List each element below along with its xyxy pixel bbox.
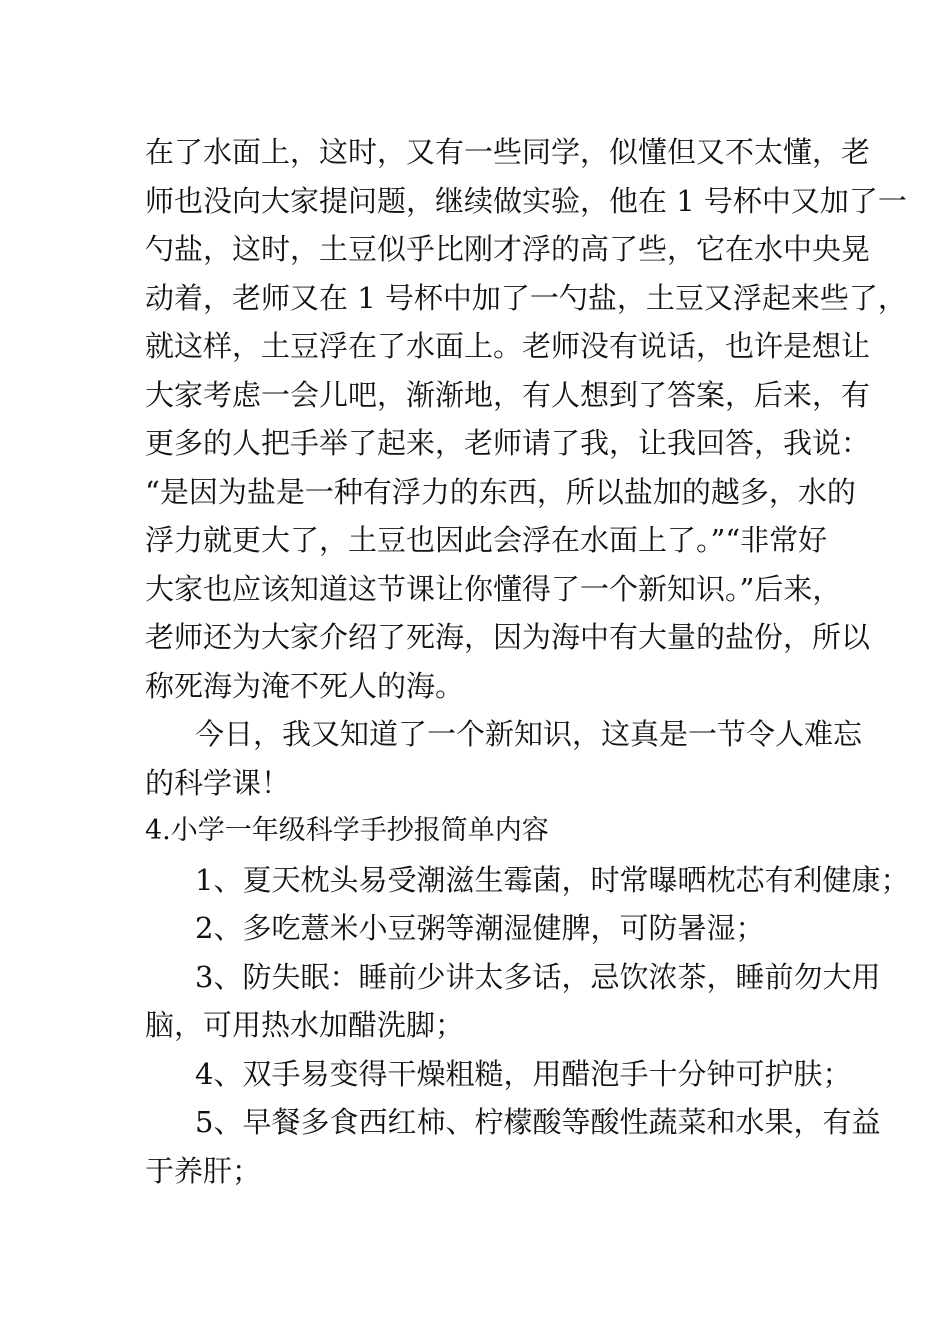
text-line: 大家也应该知道这节课让你懂得了一个新知识。”后来， — [145, 571, 842, 606]
text-line: 更多的人把手举了起来，老师请了我，让我回答，我说： — [145, 426, 871, 460]
document-body — [145, 128, 910, 1195]
section-heading: 4.小学一年级科学手抄报简单内容 — [145, 815, 549, 846]
text-line: “是因为盐是一种有浮力的东西，所以盐加的越多，水的 — [145, 474, 856, 509]
text-line: 动着，老师又在 1 号杯中加了一勺盐，土豆又浮起来些了， — [145, 280, 907, 315]
text-line: 在了水面上，这时，又有一些同学，似懂但又不太懂，老 — [145, 135, 871, 169]
list-item — [145, 1098, 881, 1195]
list-item: 1、夏天枕头易受潮滋生霉菌，时常曝晒枕芯有利健康； — [195, 862, 910, 897]
text-line: 勺盐，这时，土豆似乎比刚才浮的高了些，它在水中央晃 — [145, 232, 871, 266]
list-item: 4、双手易变得干燥粗糙，用醋泡手十分钟可护肤； — [195, 1056, 852, 1091]
text-line: 脑，可用热水加醋洗脚； — [145, 1008, 465, 1042]
text-line: 5、早餐多食西红柿、柠檬酸等酸性蔬菜和水果，有益 — [195, 1105, 881, 1139]
text-line: 的科学课！ — [145, 765, 291, 800]
text-line: 浮力就更大了，土豆也因此会浮在水面上了。”“非常好 — [145, 523, 828, 557]
text-line: 3、防失眠：睡前少讲太多话，忌饮浓茶，睡前勿大用 — [195, 959, 881, 994]
tips-list — [145, 856, 910, 1196]
text-line: 师也没向大家提问题，继续做实验，他在 1 号杯中又加了一 — [145, 183, 907, 218]
list-item — [145, 953, 881, 1050]
conclusion-paragraph — [145, 710, 863, 807]
text-line: 称死海为淹不死人的海。 — [145, 668, 465, 703]
text-line: 今日，我又知道了一个新知识，这真是一节令人难忘 — [195, 717, 863, 751]
list-item: 2、多吃薏米小豆粥等潮湿健脾，可防暑湿； — [195, 911, 765, 945]
text-line: 大家考虑一会儿吧，渐渐地，有人想到了答案，后来，有 — [145, 377, 871, 412]
text-line: 老师还为大家介绍了死海，因为海中有大量的盐份，所以 — [145, 620, 871, 654]
story-paragraph — [145, 128, 907, 710]
text-line: 于养肝； — [145, 1153, 262, 1188]
text-line: 就这样，土豆浮在了水面上。老师没有说话，也许是想让 — [145, 329, 871, 363]
